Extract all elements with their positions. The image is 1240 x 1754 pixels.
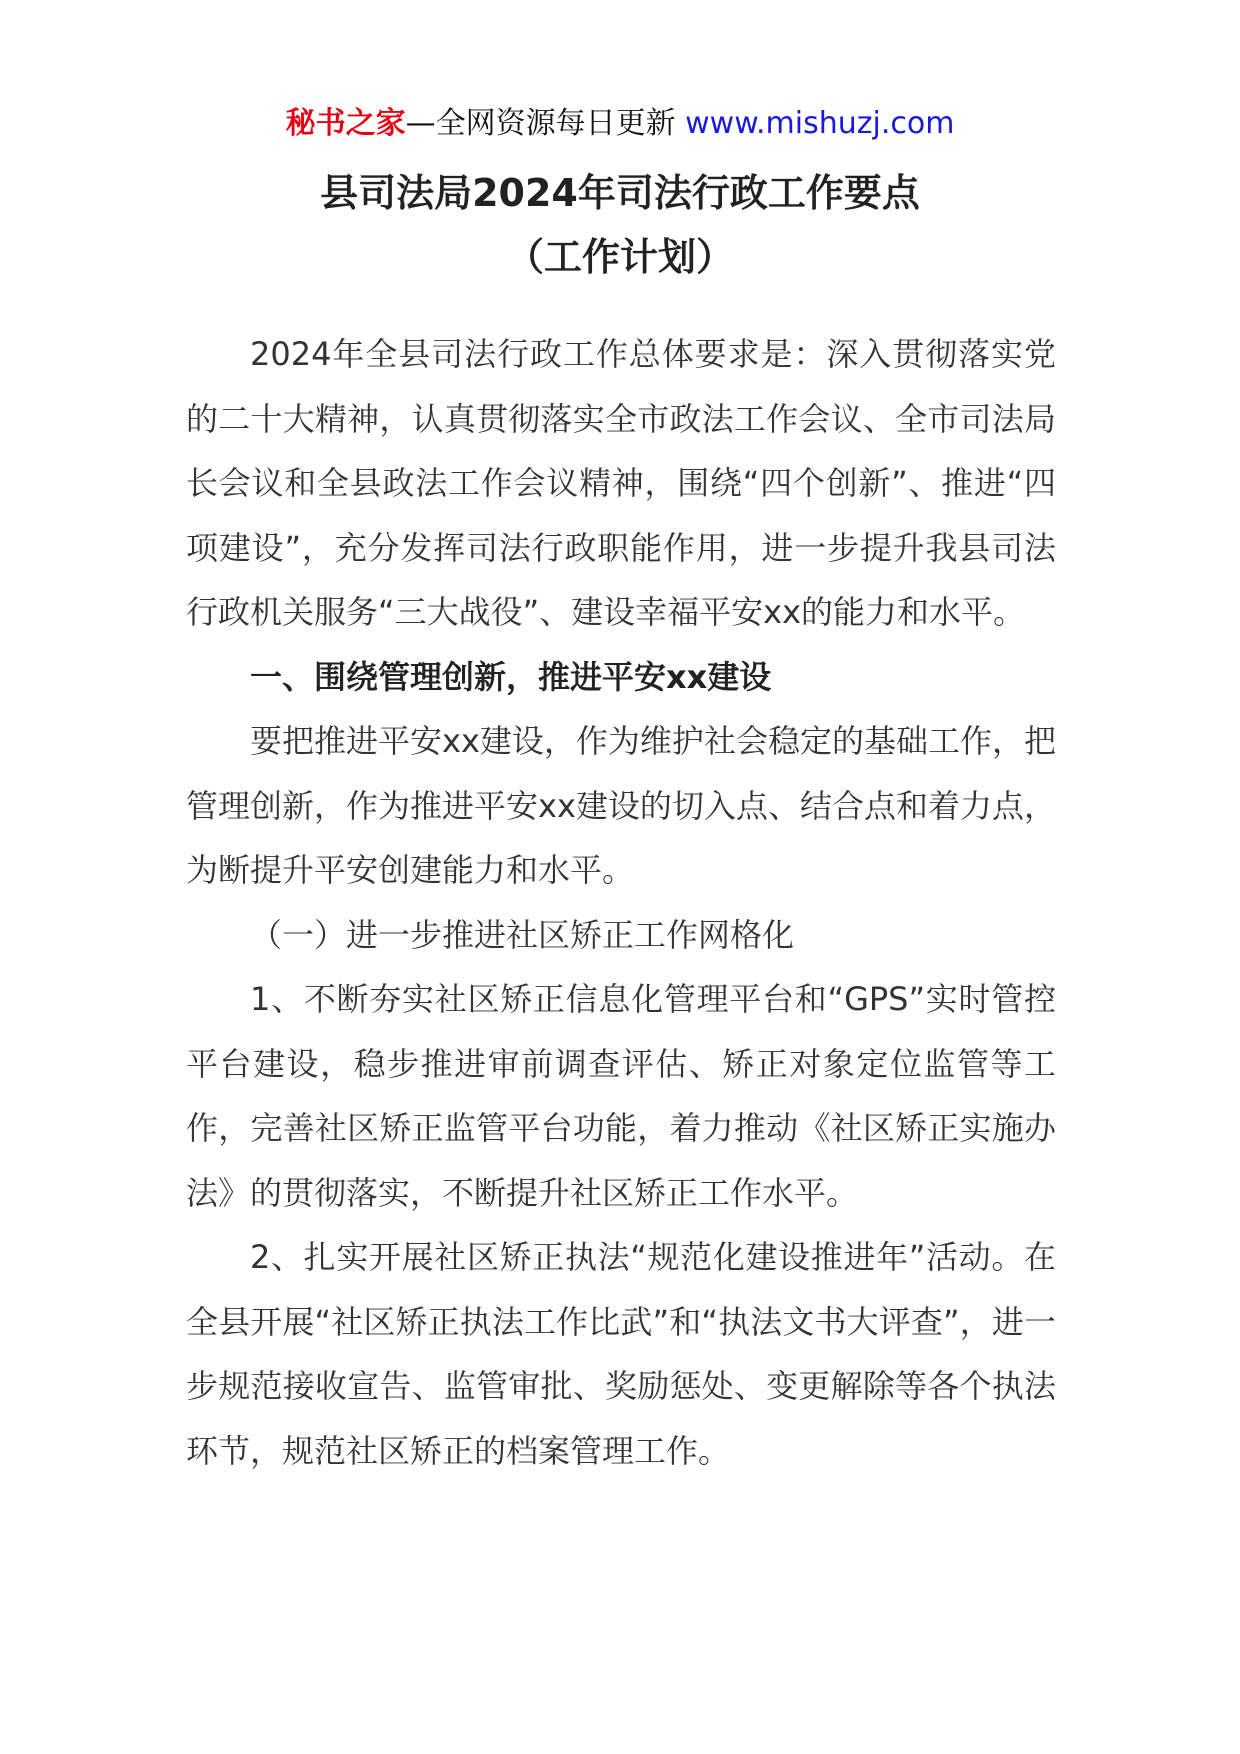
brand-name: 秘书之家	[285, 106, 406, 141]
header-tagline: —全网资源每日更新	[405, 106, 676, 141]
document-subtitle: （工作计划）	[505, 235, 734, 279]
subsection-heading-1: （一）进一步推进社区矫正工作网格化	[250, 915, 795, 954]
intro-paragraph: 2024年全县司法行政工作总体要求是：深入贯彻落实党的二十大精神，认真贯彻落实全市政法工作会议、全市司法局长会议和全县政法工作会议精神，围绕“四个创新”、推进“四项建设”，充分发挥司法行政职能作用，进一步提升我县司法行政机关服务“三大战役”、建设幸福平安xx的能力和水平。	[186, 335, 1056, 631]
site-header	[0, 102, 1240, 146]
document-body	[186, 322, 1056, 1483]
item-2-paragraph: 2、扎实开展社区矫正执法“规范化建设推进年”活动。在全县开展“社区矫正执法工作比武”和“执法文书大评查”，进一步规范接收宣告、监管审批、奖励惩处、变更解除等各个执法环节，规范社区矫正的档案管理工作。	[186, 1238, 1056, 1470]
section-1-paragraph: 要把推进平安xx建设，作为维护社会稳定的基础工作，把管理创新，作为推进平安xx建设的切入点、结合点和着力点，为断提升平安创建能力和水平。	[186, 722, 1056, 889]
site-url-link[interactable]: www.mishuzj.com	[685, 106, 955, 141]
item-1-paragraph: 1、不断夯实社区矫正信息化管理平台和“GPS”实时管控平台建设，稳步推进审前调查评估、矫正对象定位监管等工作，完善社区矫正监管平台功能，着力推动《社区矫正实施办法》的贯彻落实，不断提升社区矫正工作水平。	[186, 980, 1056, 1212]
document-title: 县司法局2024年司法行政工作要点	[320, 171, 920, 215]
section-heading-1: 一、围绕管理创新，推进平安xx建设	[250, 657, 772, 696]
